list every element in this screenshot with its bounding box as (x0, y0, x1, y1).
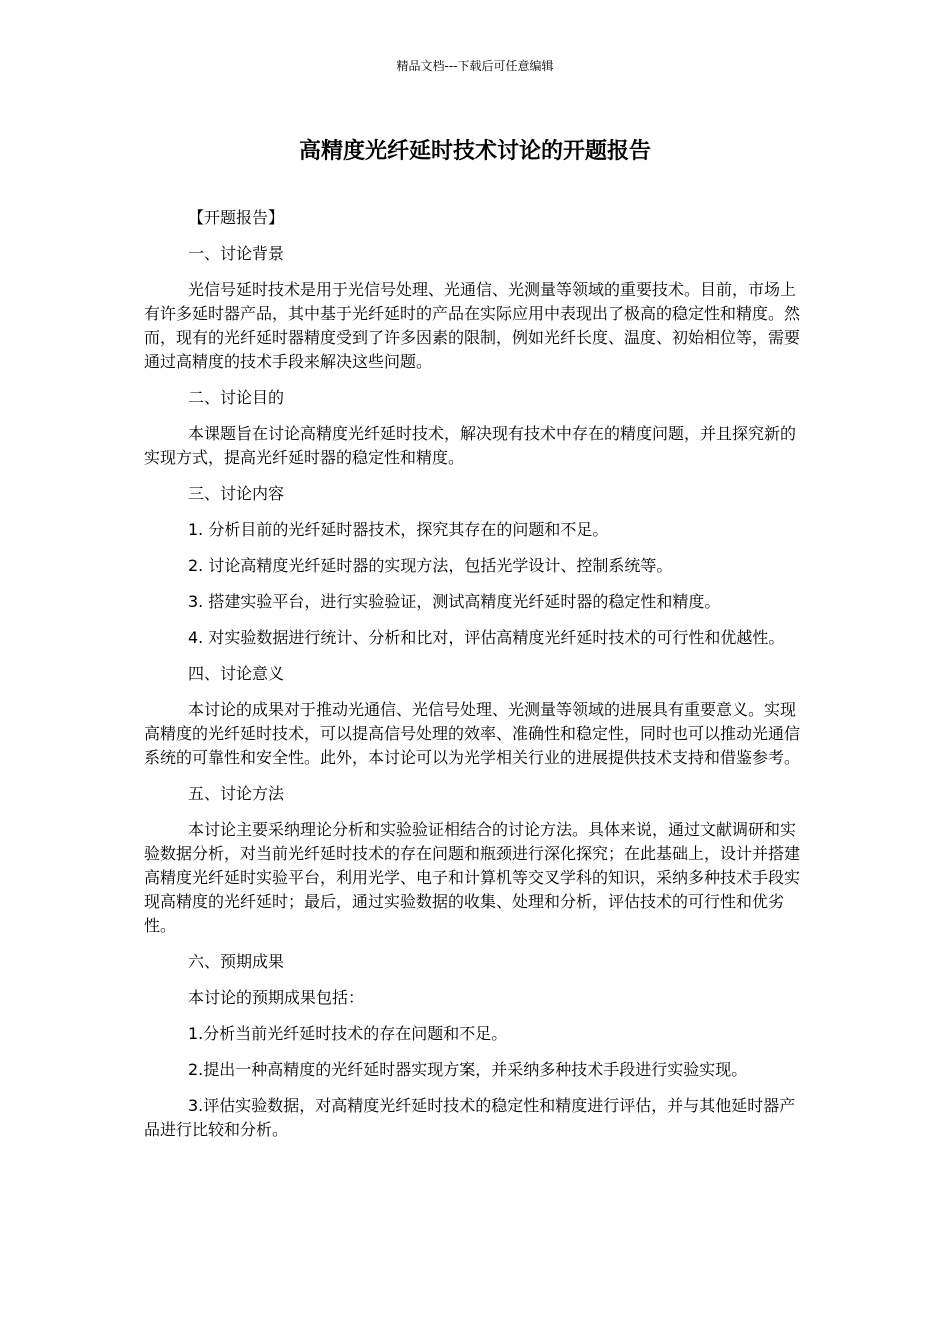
significance-paragraph: 本讨论的成果对于推动光通信、光信号处理、光测量等领域的进展具有重要意义。实现高精度的光纤延时技术，可以提高信号处理的效率、准确性和稳定性，同时也可以推动光通信系统的可靠性和安全性。此外，本讨论可以为光学相关行业的进展提供技术支持和借鉴参考。 (144, 700, 801, 767)
page-header: 精品文档---下载后可任意编辑 (396, 59, 554, 73)
results-item-2: 2.提出一种高精度的光纤延时器实现方案，并采纳多种技术手段进行实验实现。 (188, 1060, 748, 1079)
content-item-2: 2. 讨论高精度光纤延时器的实现方法，包括光学设计、控制系统等。 (188, 556, 673, 575)
tag-paragraph: 【开题报告】 (188, 208, 285, 227)
document-body (144, 206, 805, 1154)
results-item-3: 3.评估实验数据，对高精度光纤延时技术的稳定性和精度进行评估，并与其他延时器产品进行比较和分析。 (144, 1096, 796, 1139)
section-heading-method: 五、讨论方法 (188, 784, 285, 803)
document-title: 高精度光纤延时技术讨论的开题报告 (298, 139, 651, 164)
results-item-1: 1.分析当前光纤延时技术的存在问题和不足。 (188, 1024, 508, 1043)
background-paragraph: 光信号延时技术是用于光信号处理、光通信、光测量等领域的重要技术。目前，市场上有许多延时器产品，其中基于光纤延时的产品在实际应用中表现出了极高的稳定性和精度。然而，现有的光纤延时器精度受到了许多因素的限制，例如光纤长度、温度、初始相位等，需要通过高精度的技术手段来解决这些问题。 (144, 280, 801, 371)
section-heading-background: 一、讨论背景 (188, 244, 285, 263)
content-item-4: 4. 对实验数据进行统计、分析和比对，评估高精度光纤延时技术的可行性和优越性。 (188, 628, 785, 647)
section-heading-purpose: 二、讨论目的 (188, 388, 285, 407)
content-item-3: 3. 搭建实验平台，进行实验验证，测试高精度光纤延时器的稳定性和精度。 (188, 592, 721, 611)
section-heading-significance: 四、讨论意义 (188, 664, 285, 683)
section-heading-content: 三、讨论内容 (188, 484, 285, 503)
purpose-paragraph: 本课题旨在讨论高精度光纤延时技术，解决现有技术中存在的精度问题，并且探究新的实现方式，提高光纤延时器的稳定性和精度。 (144, 424, 797, 467)
results-intro: 本讨论的预期成果包括： (188, 988, 365, 1007)
section-heading-results: 六、预期成果 (188, 952, 285, 971)
content-item-1: 1. 分析目前的光纤延时器技术，探究其存在的问题和不足。 (188, 520, 609, 539)
method-paragraph: 本讨论主要采纳理论分析和实验验证相结合的讨论方法。具体来说，通过文献调研和实验数据分析，对当前光纤延时技术的存在问题和瓶颈进行深化探究；在此基础上，设计并搭建高精度光纤延时实验平台，利用光学、电子和计算机等交叉学科的知识，采纳多种技术手段实现高精度的光纤延时；最后，通过实验数据的收集、处理和分析，评估技术的可行性和优劣性。 (144, 820, 801, 935)
